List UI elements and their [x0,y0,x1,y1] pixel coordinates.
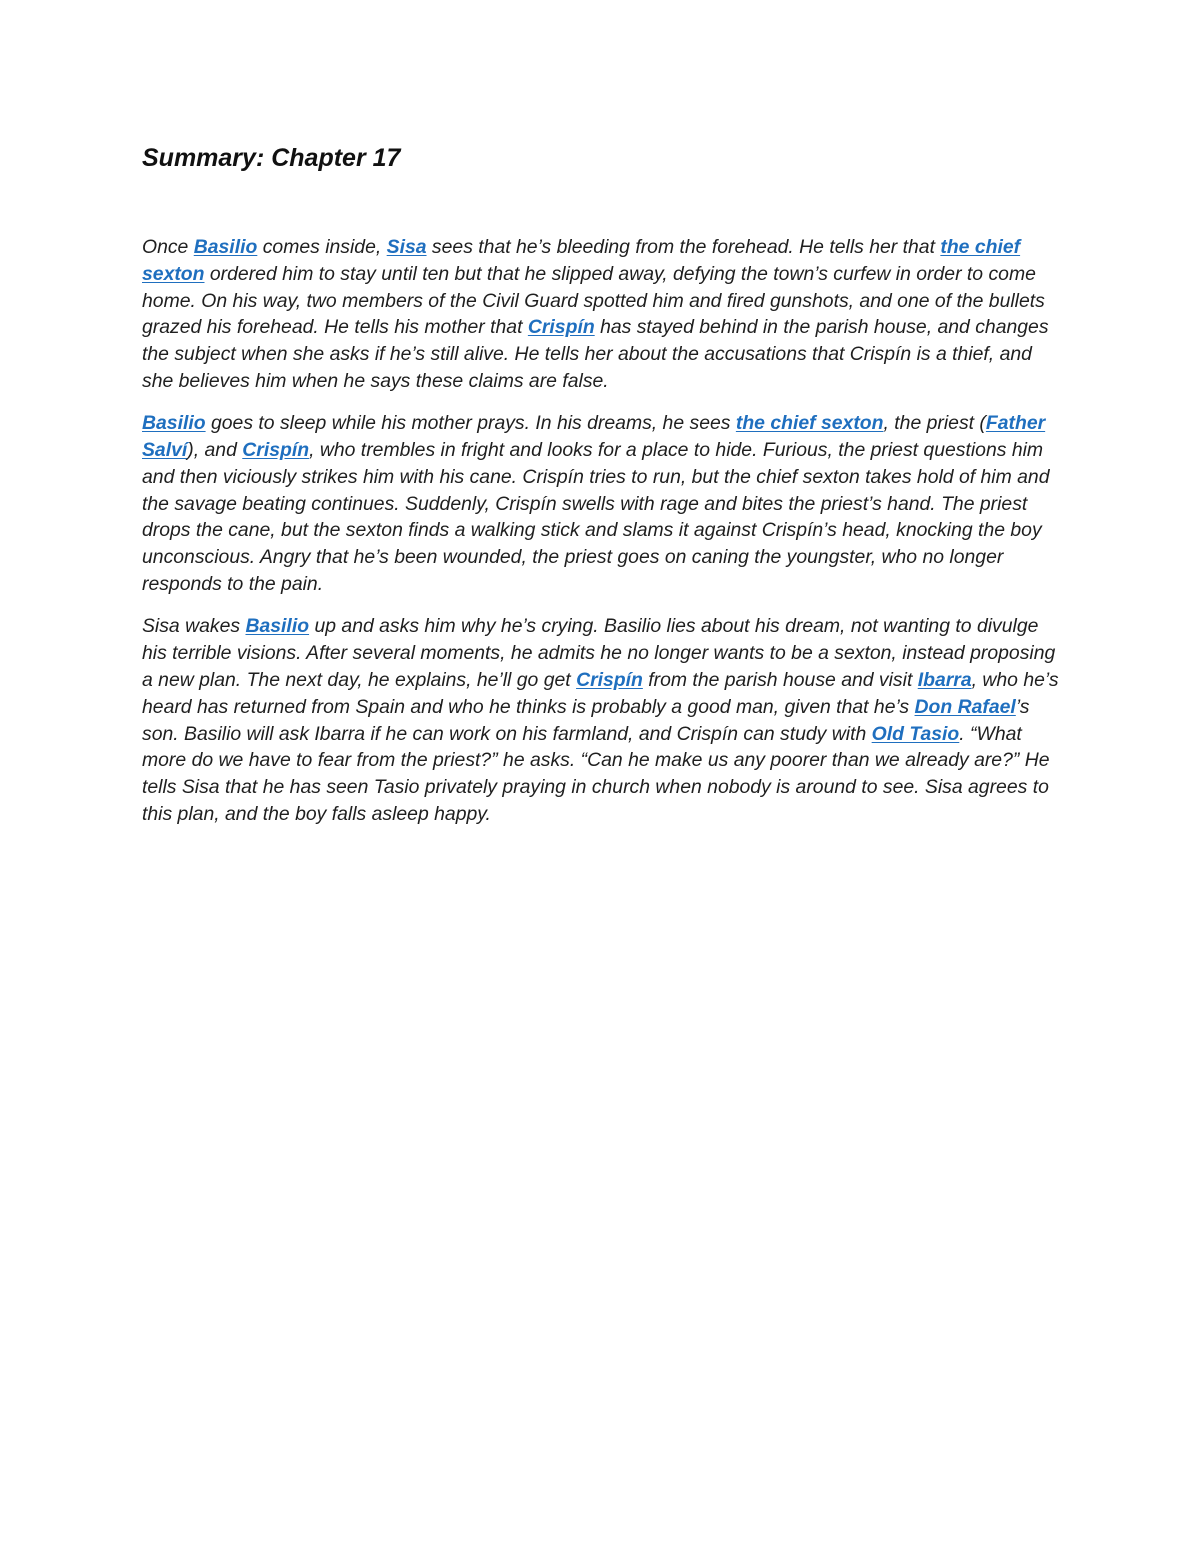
text-span: ), and [187,439,243,462]
character-link-basilio[interactable]: Basilio [245,615,310,638]
page-title: Summary: Chapter 17 [142,144,401,172]
character-link-basilio[interactable]: Basilio [193,236,258,258]
text-span: Once [142,236,194,258]
character-link-sisa[interactable]: Sisa [386,236,427,258]
text-span: up and asks him why he’s crying. Basilio lies about his dream, not wanting to divulge his terrible visions. After several moments, he admits he no longer wants to be a sexton, instead proposing a new plan. The next day, he explains, he’ll go get [142,615,1056,691]
text-span: goes to sleep while his mother prays. In his dreams, he sees [205,412,736,435]
character-link-crispin[interactable]: Crispín [242,439,310,462]
text-span: ordered him to stay until ten but that he slipped away, defying the town’s curfew in order to come home. On his way, two members of the Civil Guard spotted him and fired gunshots, and one of the bullets grazed his forehead. He tells his mother that [142,262,1045,339]
text-span: has stayed behind in the parish house, and changes the subject when she asks if he’s still alive. He tells her about the accusations that Crispín is a thief, and she believes him when he says these claims are false. [142,316,1049,392]
text-span: Sisa wakes [142,615,246,638]
character-link-chief-sexton[interactable]: the chief sexton [735,412,884,435]
character-link-crispin[interactable]: Crispín [576,668,643,691]
character-link-ibarra[interactable]: Ibarra [917,668,972,691]
document-content [142,138,1062,843]
character-link-father-salvi[interactable]: Father Salví [142,412,1046,462]
text-span: , the priest ( [883,412,986,435]
text-span: from the parish house and visit [642,668,918,691]
text-span: ’s son. Basilio will ask Ibarra if he can work on his farmland, and Crispín can study with [142,695,1030,745]
paragraph-3 [142,613,1062,827]
character-link-don-rafael[interactable]: Don Rafael [914,695,1016,718]
text-span: sees that he’s bleeding from the forehead. He tells her that [426,236,941,258]
paragraph-1 [142,234,1062,395]
character-link-chief-sexton[interactable]: the chief sexton [142,236,1021,285]
paragraph-2 [142,410,1062,598]
summary-body [142,234,1062,828]
text-span: . “What more do we have to fear from the priest?” he asks. “Can he make us any poorer than we already are?” He tells Sisa that he has seen Tasio privately praying in church when nobody is around to see. Sisa agrees to this plan, and the boy falls asleep happy. [142,722,1050,825]
character-link-basilio[interactable]: Basilio [142,412,206,435]
character-link-old-tasio[interactable]: Old Tasio [871,722,960,745]
character-link-crispin[interactable]: Crispín [527,316,595,339]
text-span: comes inside, [257,236,387,258]
text-span: , who trembles in fright and looks for a place to hide. Furious, the priest questions him and then viciously strikes him with his cane. Crispín tries to run, but the chief sexton takes hold of him and the savage beating continues. Suddenly, Crispín swells with rage and bites the priest’s hand. The priest drops the cane, but the sexton finds a walking stick and slams it against Crispín’s head, knocking the boy unconscious. Angry that he’s been wounded, the priest goes on caning the youngster, who no longer responds to the pain. [142,439,1050,596]
text-span: , who he’s heard has returned from Spain and who he thinks is probably a good man, given that he’s [142,668,1059,718]
